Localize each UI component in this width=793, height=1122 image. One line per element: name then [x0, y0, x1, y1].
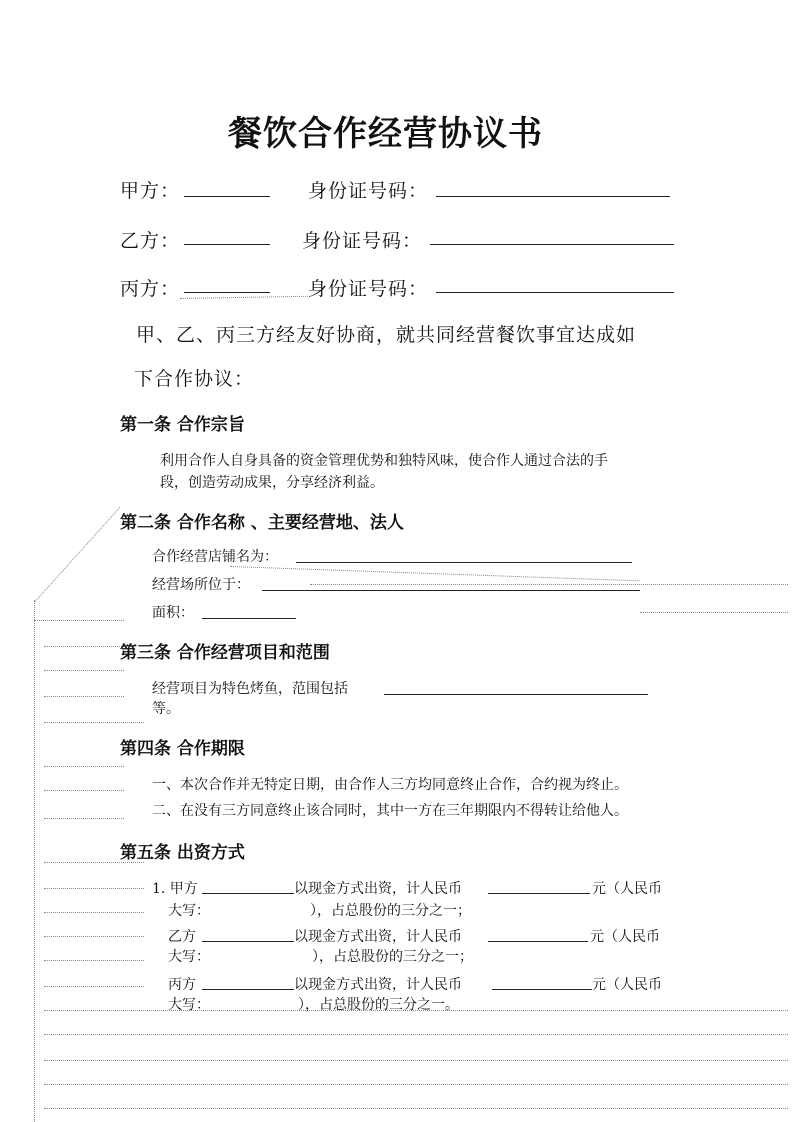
contrib-b-daxie: 大写： — [168, 949, 210, 965]
party-b-id-blank[interactable] — [430, 244, 674, 245]
contrib-b-amount-blank[interactable] — [488, 941, 588, 942]
contrib-c-tail: ），占总股份的三分之一。 — [298, 997, 459, 1013]
document-title: 餐饮合作经营协议书 — [228, 114, 543, 154]
intro-line-1: 甲、乙、丙三方经友好协商，就共同经营餐饮事宜达成如 — [136, 324, 637, 346]
contrib-b-name-blank[interactable] — [202, 941, 294, 942]
contrib-b-mid: 以现金方式出资，计人民币 — [294, 929, 462, 945]
contrib-a-daxie: 大写： — [168, 903, 210, 919]
party-b-name-blank[interactable] — [184, 244, 270, 245]
contrib-b-tail: ），占总股份的三分之一； — [312, 949, 473, 965]
contrib-a-amount-blank[interactable] — [488, 893, 590, 894]
article-3-line-1: 经营项目为特色烤鱼，范围包括 — [152, 681, 348, 697]
contrib-a-mid: 以现金方式出资，计人民币 — [294, 881, 462, 897]
intro-line-2: 下合作协议： — [134, 368, 255, 390]
article-1-heading: 第一条 合作宗旨 — [120, 415, 245, 435]
article-3-line-2: 等。 — [152, 701, 180, 717]
party-a-id-blank[interactable] — [436, 196, 670, 197]
contrib-a-tail: ），占总股份的三分之一； — [310, 903, 471, 919]
contrib-c-yuan: 元（人民币 — [592, 977, 662, 993]
contrib-b-yuan: 元（人民币 — [590, 929, 660, 945]
party-c-label: 丙方： — [120, 278, 181, 300]
party-a-id-label: 身份证号码： — [308, 180, 429, 202]
party-a-name-blank[interactable] — [184, 196, 270, 197]
contrib-c-amount-blank[interactable] — [492, 989, 592, 990]
contrib-b-lead: 乙方 — [168, 929, 196, 945]
contrib-c-mid: 以现金方式出资，计人民币 — [294, 977, 462, 993]
article-4-line-1: 一、本次合作并无特定日期，由合作人三方均同意终止合作，合约视为终止。 — [152, 777, 628, 793]
area-blank[interactable] — [202, 618, 296, 619]
party-a-label: 甲方： — [120, 180, 181, 202]
article-5-heading: 第五条 出资方式 — [120, 843, 245, 863]
contrib-a-name-blank[interactable] — [202, 893, 294, 894]
party-c-name-blank[interactable] — [184, 292, 270, 293]
article-4-line-2: 二、在没有三方同意终止该合同时，其中一方在三年期限内不得转让给他人。 — [152, 803, 628, 819]
shop-name-label: 合作经营店铺名为： — [152, 549, 278, 565]
scope-blank[interactable] — [384, 694, 648, 695]
shop-name-blank[interactable] — [296, 562, 632, 563]
contrib-c-lead: 丙方 — [168, 977, 196, 993]
contrib-c-name-blank[interactable] — [202, 989, 294, 990]
article-2-heading: 第二条 合作名称 、主要经营地、法人 — [120, 513, 404, 533]
article-4-heading: 第四条 合作期限 — [120, 739, 245, 759]
party-c-id-blank[interactable] — [436, 292, 674, 293]
party-b-id-label: 身份证号码： — [302, 230, 423, 252]
contrib-c-daxie: 大写： — [168, 997, 210, 1013]
location-blank[interactable] — [262, 590, 640, 591]
contrib-a-yuan: 元（人民币 — [592, 881, 662, 897]
article-3-heading: 第三条 合作经营项目和范围 — [120, 643, 330, 663]
article-1-line-1: 利用合作人自身具备的资金管理优势和独特风味，使合作人通过合法的手 — [160, 453, 608, 469]
contrib-a-lead: 1. 甲方 — [152, 881, 198, 897]
party-c-id-label: 身份证号码： — [308, 278, 429, 300]
location-label: 经营场所位于： — [152, 577, 250, 593]
party-b-label: 乙方： — [120, 230, 181, 252]
article-1-line-2: 段，创造劳动成果，分享经济利益。 — [160, 475, 384, 491]
area-label: 面积： — [152, 605, 194, 621]
